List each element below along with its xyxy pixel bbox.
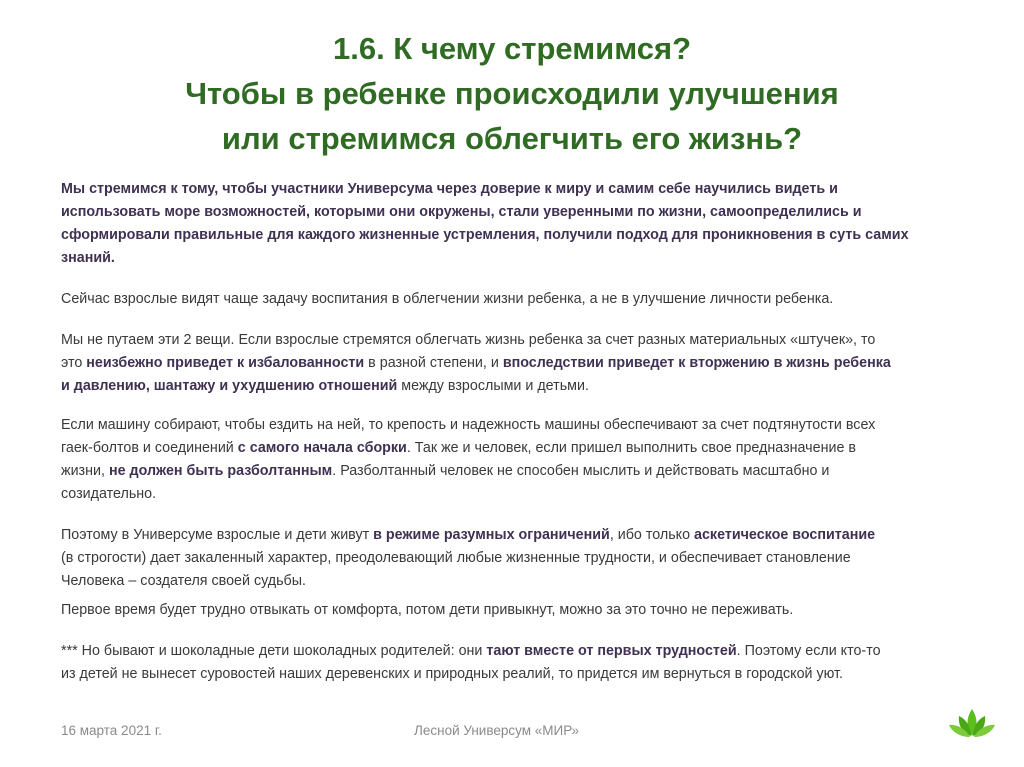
text-run: из детей не вынесет суровостей наших деревенских и природных реалий, то придется им вернуться в городской уют. <box>61 666 843 682</box>
text-run: . Разболтанный человек не способен мыслить и действовать масштабно и <box>332 463 830 479</box>
intro-line: использовать море возможностей, которыми они окружены, стали уверенными по жизни, самоопределились и <box>61 204 862 220</box>
paragraph-car-analogy <box>61 414 991 506</box>
title-line-1: 1.6. К чему стремимся? <box>332 31 692 66</box>
intro-line: сформировали правильные для каждого жизненные устремления, получили подход для проникновения в суть самих <box>61 227 909 243</box>
intro-line: знаний. <box>61 250 115 266</box>
text-run: . Так же и человек, если пришел выполнить свое предназначение в <box>406 440 856 456</box>
text-run: . Поэтому если кто-то <box>736 643 881 659</box>
text-run: гаек-болтов и соединений <box>61 440 238 456</box>
text-run: Мы не путаем эти 2 вещи. Если взрослые стремятся облегчать жизнь ребенка за счет разных материальных «штучек», то <box>61 332 876 348</box>
paragraph-comfort: Первое время будет трудно отвыкать от комфорта, потом дети привыкнут, можно за это точно не переживать. <box>61 602 794 618</box>
slide-title <box>60 26 964 161</box>
text-run: это <box>61 355 87 371</box>
emphasis-text: с самого начала сборки <box>237 440 407 456</box>
text-run: в разной степени, и <box>364 355 503 371</box>
emphasis-text: и давлению, шантажу и ухудшению отношений <box>61 378 398 394</box>
text-run: Человека – создателя своей судьбы. <box>61 573 306 589</box>
text-run: (в строгости) дает закаленный характер, преодолевающий любые жизненные трудности, и обеспечивает становление <box>61 550 851 566</box>
text-run: Если машину собирают, чтобы ездить на ней, то крепость и надежность машины обеспечивают за счет подтянутости всех <box>61 417 876 433</box>
paragraph-tasks: Сейчас взрослые видят чаще задачу воспитания в облегчении жизни ребенка, а не в улучшение личности ребенка. <box>61 291 834 307</box>
emphasis-text: в режиме разумных ограничений <box>373 527 610 543</box>
text-run: созидательно. <box>61 486 157 502</box>
footer-organization: Лесной Универсум «МИР» <box>414 723 579 738</box>
emphasis-text: тают вместе от первых трудностей <box>486 643 737 659</box>
title-line-3: или стремимся облегчить его жизнь? <box>221 121 803 156</box>
text-run: Поэтому в Универсуме взрослые и дети живут <box>61 527 374 543</box>
emphasis-text: не должен быть разболтанным <box>108 463 333 479</box>
text-run: жизни, <box>61 463 109 479</box>
paragraph-chocolate-children <box>61 640 991 686</box>
emphasis-text: впоследствии приведет к вторжению в жизнь ребенка <box>502 355 891 371</box>
text-run: *** Но бывают и шоколадные дети шоколадных родителей: они <box>61 643 487 659</box>
slide-body <box>61 178 991 686</box>
intro-line: Мы стремимся к тому, чтобы участники Универсума через доверие к миру и самим себе научились видеть и <box>61 181 838 197</box>
emphasis-text: неизбежно приведет к избалованности <box>86 355 365 371</box>
intro-paragraph <box>61 178 991 270</box>
lotus-icon <box>946 706 998 742</box>
paragraph-reasonable-limits <box>61 524 991 593</box>
title-line-2: Чтобы в ребенке происходили улучшения <box>185 76 839 111</box>
paragraph-two-things <box>61 329 991 398</box>
footer-date: 16 марта 2021 г. <box>61 723 162 738</box>
text-run: между взрослыми и детьми. <box>397 378 589 394</box>
emphasis-text: аскетическое воспитание <box>694 527 876 543</box>
text-run: , ибо только <box>609 527 695 543</box>
